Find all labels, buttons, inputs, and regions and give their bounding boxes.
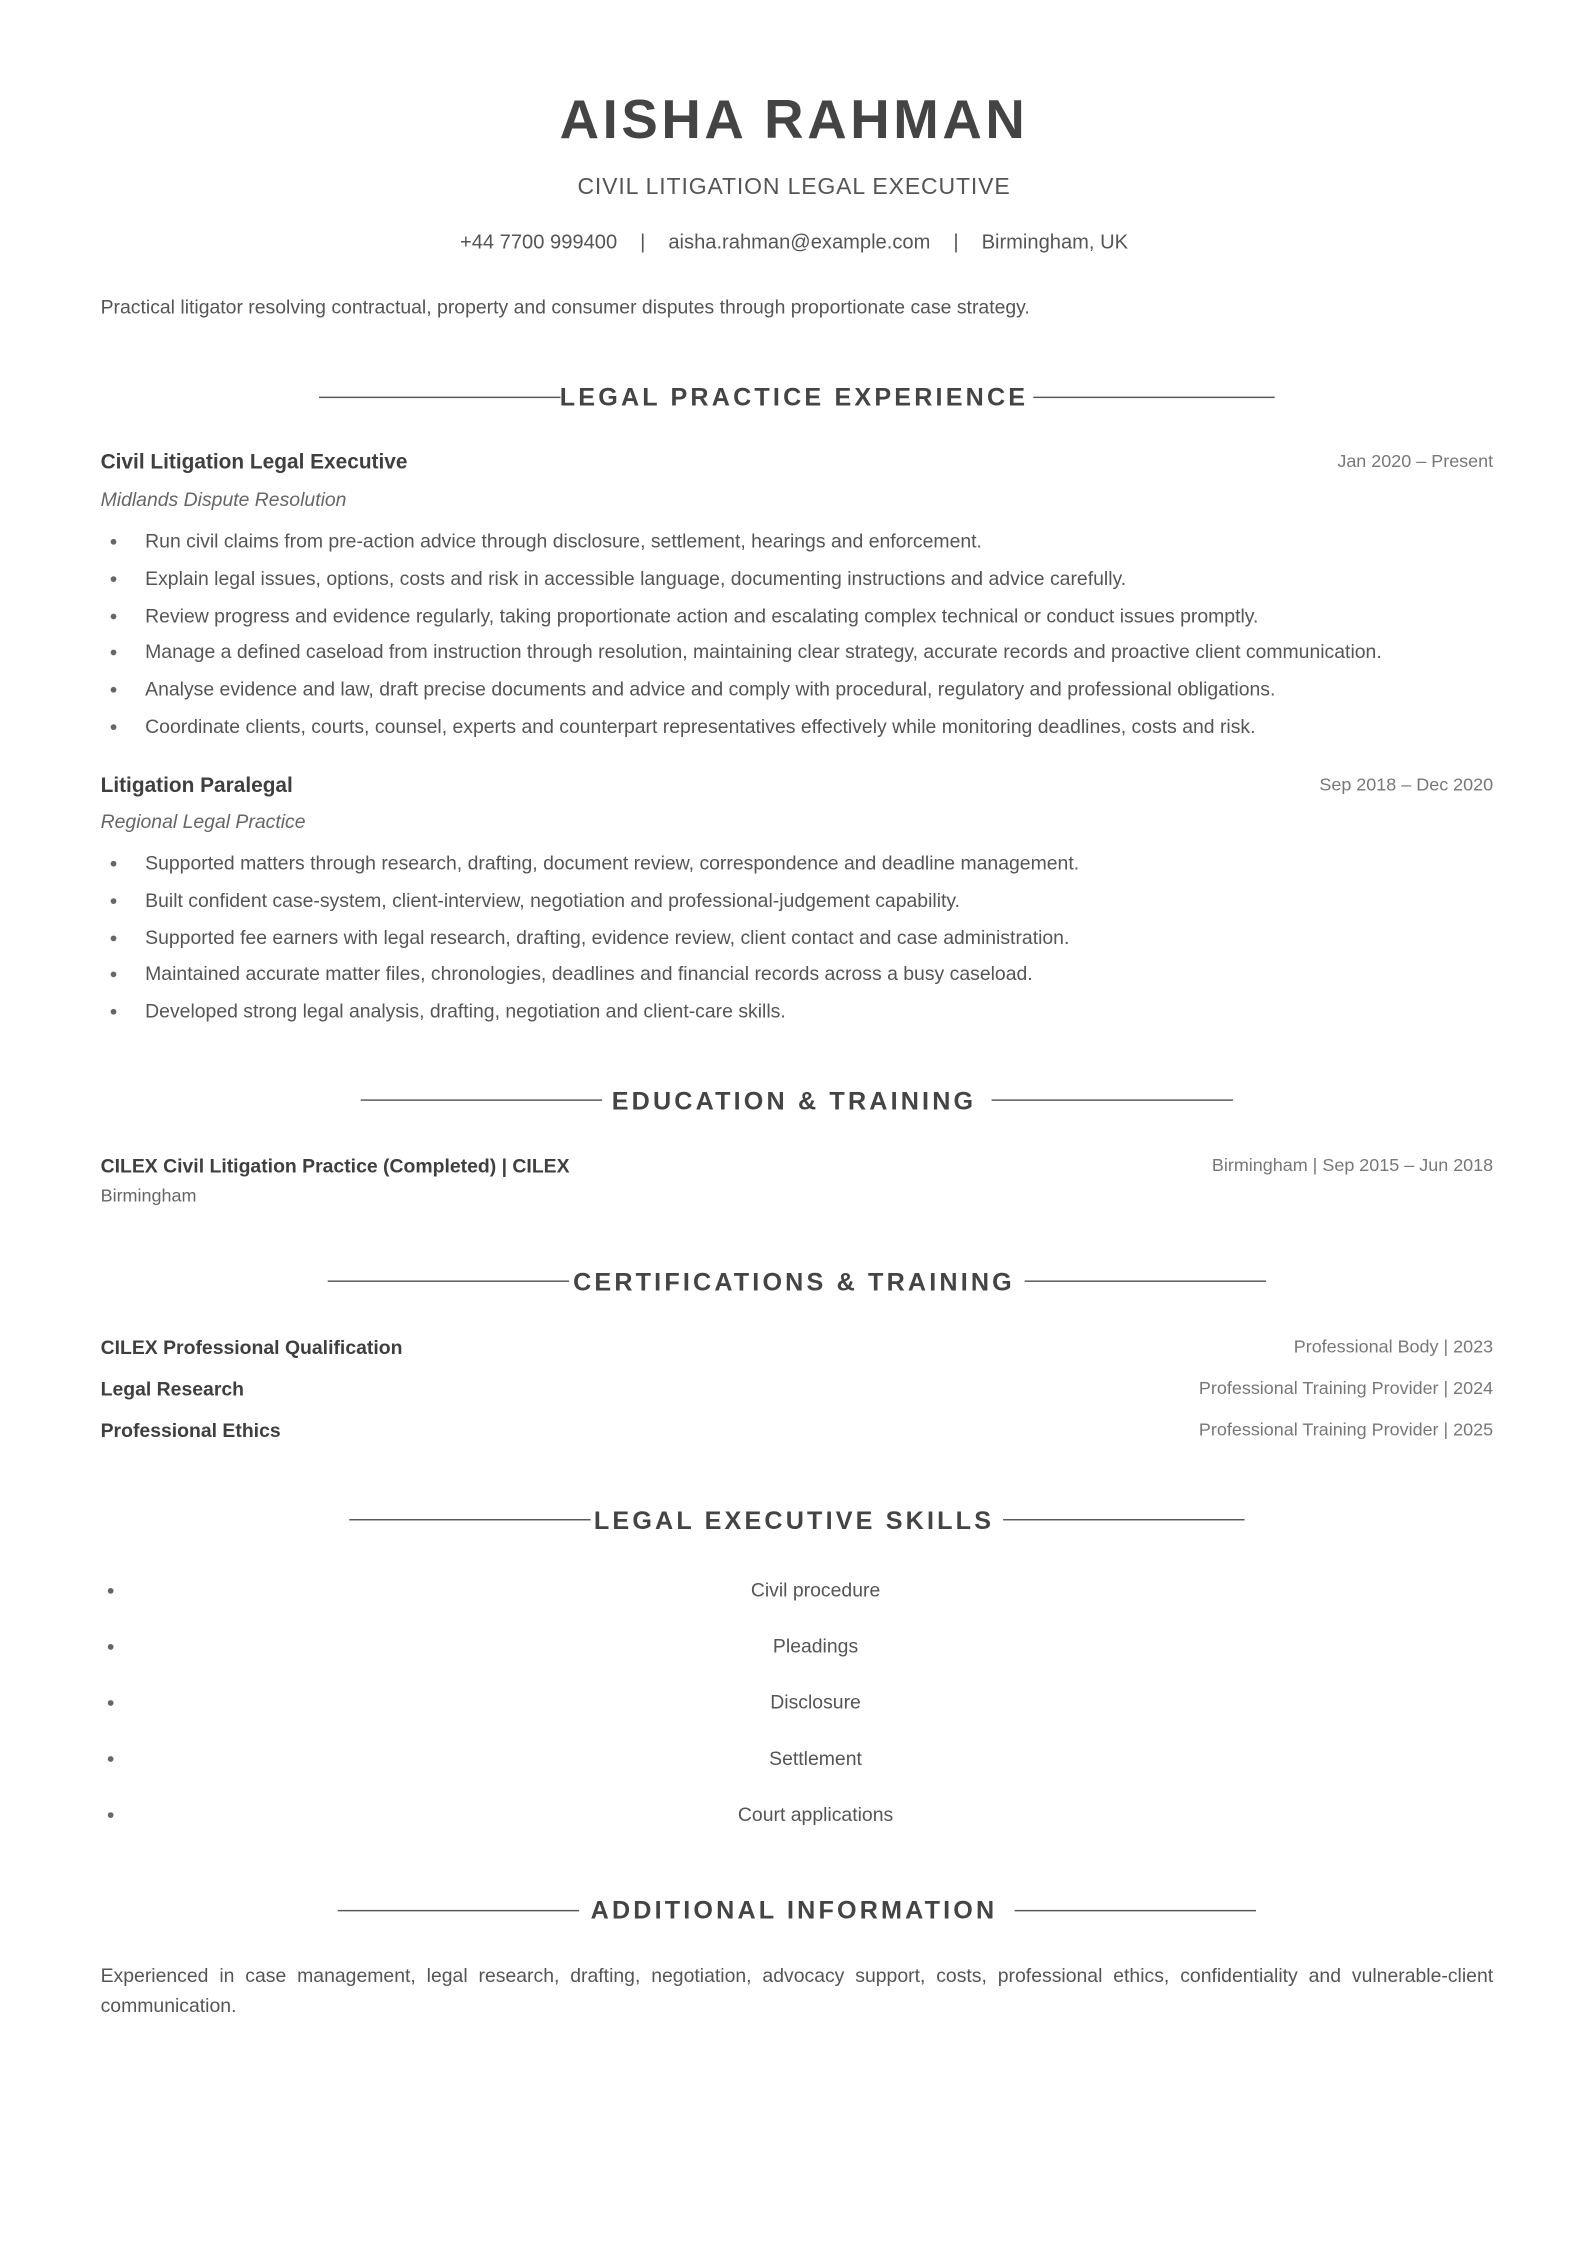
skill-label: Pleadings [772, 1635, 859, 1657]
education-title: CILEX Civil Litigation Practice (Completed) | CILEX [100, 1155, 570, 1177]
summary: Practical litigator resolving contractual, property and consumer disputes through proportionate case strategy. [100, 296, 1030, 318]
skill-label: Civil procedure [750, 1579, 881, 1601]
candidate-title: CIVIL LITIGATION LEGAL EXECUTIVE [577, 175, 1011, 200]
bullet-item: Manage a defined caseload from instruction through resolution, maintaining clear strategy, accurate records and proactive client communication. [101, 639, 1502, 676]
phone: +44 7700 999400 [459, 229, 618, 253]
email[interactable]: aisha.rahman@example.com [668, 229, 931, 253]
job-title: Civil Litigation Legal Executive [100, 451, 408, 475]
certification-issuer-year: Professional Training Provider | 2024 [1198, 1378, 1494, 1399]
section-title-skills: LEGAL EXECUTIVE SKILLS [593, 1506, 995, 1535]
bullet-item: Coordinate clients, courts, counsel, experts and counterpart representatives effectively while monitoring deadlines, costs and risk. [101, 713, 1502, 750]
skill-item [101, 1577, 1531, 1606]
section-title-experience: LEGAL PRACTICE EXPERIENCE [559, 382, 1029, 412]
skill-item [101, 1633, 1531, 1662]
education-city: Birmingham [100, 1185, 197, 1206]
bullet-item: Review progress and evidence regularly, taking proportionate action and escalating complex technical or conduct issues promptly. [101, 602, 1502, 639]
contact-separator: | [640, 229, 646, 253]
contact-line [0, 227, 1588, 256]
education-location-dates: Birmingham | Sep 2015 – Jun 2018 [1211, 1155, 1494, 1176]
job-bullets [101, 849, 1502, 1034]
bullet-item: Built confident case-system, client-interview, negotiation and professional-judgement capability. [101, 886, 1502, 923]
certification-issuer-year: Professional Training Provider | 2025 [1198, 1419, 1494, 1440]
skill-label: Court applications [737, 1803, 894, 1826]
skill-item [101, 1745, 1531, 1774]
skill-label: Disclosure [770, 1691, 861, 1714]
skill-item [101, 1689, 1531, 1718]
job-bullets [101, 527, 1502, 749]
job-dates: Sep 2018 – Dec 2020 [1319, 774, 1494, 795]
job-company: Regional Legal Practice [100, 810, 306, 833]
section-title-education: EDUCATION & TRAINING [611, 1086, 977, 1116]
job-dates: Jan 2020 – Present [1337, 451, 1494, 472]
bullet-item: Run civil claims from pre-action advice through disclosure, settlement, hearings and enforcement. [101, 527, 1502, 564]
certification-issuer-year: Professional Body | 2023 [1293, 1336, 1494, 1357]
certification-name: Legal Research [100, 1378, 245, 1400]
bullet-item: Explain legal issues, options, costs and risk in accessible language, documenting instructions and advice carefully. [101, 564, 1502, 601]
job-company: Midlands Dispute Resolution [100, 488, 347, 511]
certification-name: CILEX Professional Qualification [100, 1336, 403, 1359]
bullet-item: Maintained accurate matter files, chronologies, deadlines and financial records across a busy caseload. [101, 961, 1502, 998]
contact-separator: | [953, 229, 959, 253]
bullet-item: Analyse evidence and law, draft precise documents and advice and comply with procedural, regulatory and professional obligations. [101, 676, 1502, 713]
candidate-name: AISHA RAHMAN [559, 90, 1029, 151]
skill-item [101, 1801, 1531, 1830]
bullet-item: Supported matters through research, drafting, document review, correspondence and deadline management. [101, 849, 1502, 886]
bullet-item: Developed strong legal analysis, drafting, negotiation and client-care skills. [101, 998, 1502, 1035]
bullet-item: Supported fee earners with legal research, drafting, evidence review, client contact and case administration. [101, 923, 1502, 960]
job-title: Litigation Paralegal [100, 774, 293, 798]
additional-information: Experienced in case management, legal research, drafting, negotiation, advocacy support, costs, professional ethics, confidentiality and vulnerable-client communication. [100, 1964, 1494, 2017]
section-title-certifications: CERTIFICATIONS & TRAINING [573, 1267, 1015, 1297]
certification-name: Professional Ethics [100, 1419, 281, 1442]
skill-label: Settlement [769, 1747, 862, 1770]
location: Birmingham, UK [981, 229, 1129, 253]
section-title-additional: ADDITIONAL INFORMATION [590, 1895, 998, 1925]
